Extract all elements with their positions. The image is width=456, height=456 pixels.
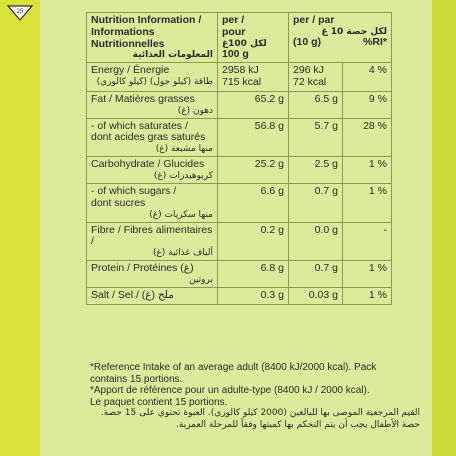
row-label: Protein / Protéines (غ) بروتين: [87, 261, 218, 288]
nutrition-table: [86, 12, 392, 305]
row-salt: [87, 288, 392, 305]
value-per-portion: 6.5 g: [289, 91, 343, 118]
value-ri: 4 %: [343, 63, 392, 92]
value-ri: 9 %: [343, 91, 392, 118]
package-edge: [432, 0, 456, 456]
value-per-portion: 0.7 g: [289, 261, 343, 288]
value-per100: 56.8 g: [218, 118, 289, 157]
value-per100: 2958 kJ 715 kcal: [218, 63, 289, 92]
header-per-portion: per / par لكل حصة 10 غ (10 g) %RI*: [289, 13, 392, 63]
row-label: Carbohydrate / Glucides كربوهيدرات (غ): [87, 157, 218, 184]
row-saturates: [87, 118, 392, 157]
value-per100: 65.2 g: [218, 91, 289, 118]
value-per-portion: 0.7 g: [289, 184, 343, 223]
row-label: - of which sugars / dont sucres منها سكريات (غ): [87, 184, 218, 223]
row-protein: [87, 261, 392, 288]
value-per100: 6.6 g: [218, 184, 289, 223]
value-ri: 28 %: [343, 118, 392, 157]
row-label: Salt / Sel / ملح (غ): [87, 288, 218, 305]
value-ri: -: [343, 222, 392, 261]
recycle-logo: [6, 4, 34, 22]
value-per100: 6.8 g: [218, 261, 289, 288]
svg-text:25: 25: [16, 9, 24, 15]
row-sugars: [87, 184, 392, 223]
value-per-portion: 5.7 g: [289, 118, 343, 157]
row-label: - of which saturates / dont acides gras saturés منها مشبعة (غ): [87, 118, 218, 157]
value-per100: 0.3 g: [218, 288, 289, 305]
arabic-footnote: القيم المرجعية الموصى بها للبالغين (2000 كيلو كالوري). العبوة تحتوي على 15 حصة. حصة الأطفال يجب أن يتم التحكم بها كميتها وفقاً للمرحلة العمرية.: [100, 408, 420, 430]
header-nutrient: Nutrition Information / Informations Nutritionnelles المعلومات الغذائية: [87, 13, 218, 63]
value-per100: 25.2 g: [218, 157, 289, 184]
value-ri: 1 %: [343, 184, 392, 223]
row-energy: [87, 63, 392, 92]
row-fibre: [87, 222, 392, 261]
row-label: Fat / Matières grasses دهون (غ): [87, 91, 218, 118]
value-per-portion: 296 kJ 72 kcal: [289, 63, 343, 92]
row-fat: [87, 91, 392, 118]
value-ri: 1 %: [343, 288, 392, 305]
header-per100: per / pour لكل 100غ 100 g: [218, 13, 289, 63]
value-per-portion: 0.0 g: [289, 222, 343, 261]
value-ri: 1 %: [343, 261, 392, 288]
row-label: Fibre / Fibres alimentaires / ألياف غذائية (غ): [87, 222, 218, 261]
value-ri: 1 %: [343, 157, 392, 184]
value-per-portion: 2.5 g: [289, 157, 343, 184]
value-per100: 0.2 g: [218, 222, 289, 261]
reference-intake-footnote: *Reference Intake of an average adult (8400 kJ/2000 kcal). Pack contains 15 portions. *Apport de référence pour un adulte-type (8400 kJ / 2000 kcal). Le paquet contient 15 portions.: [90, 362, 377, 408]
row-label: Energy / Énergie طاقة (كيلو جول) (كيلو كالوري): [87, 63, 218, 92]
table-header: [87, 13, 392, 63]
row-carbohydrate: [87, 157, 392, 184]
value-per-portion: 0.03 g: [289, 288, 343, 305]
